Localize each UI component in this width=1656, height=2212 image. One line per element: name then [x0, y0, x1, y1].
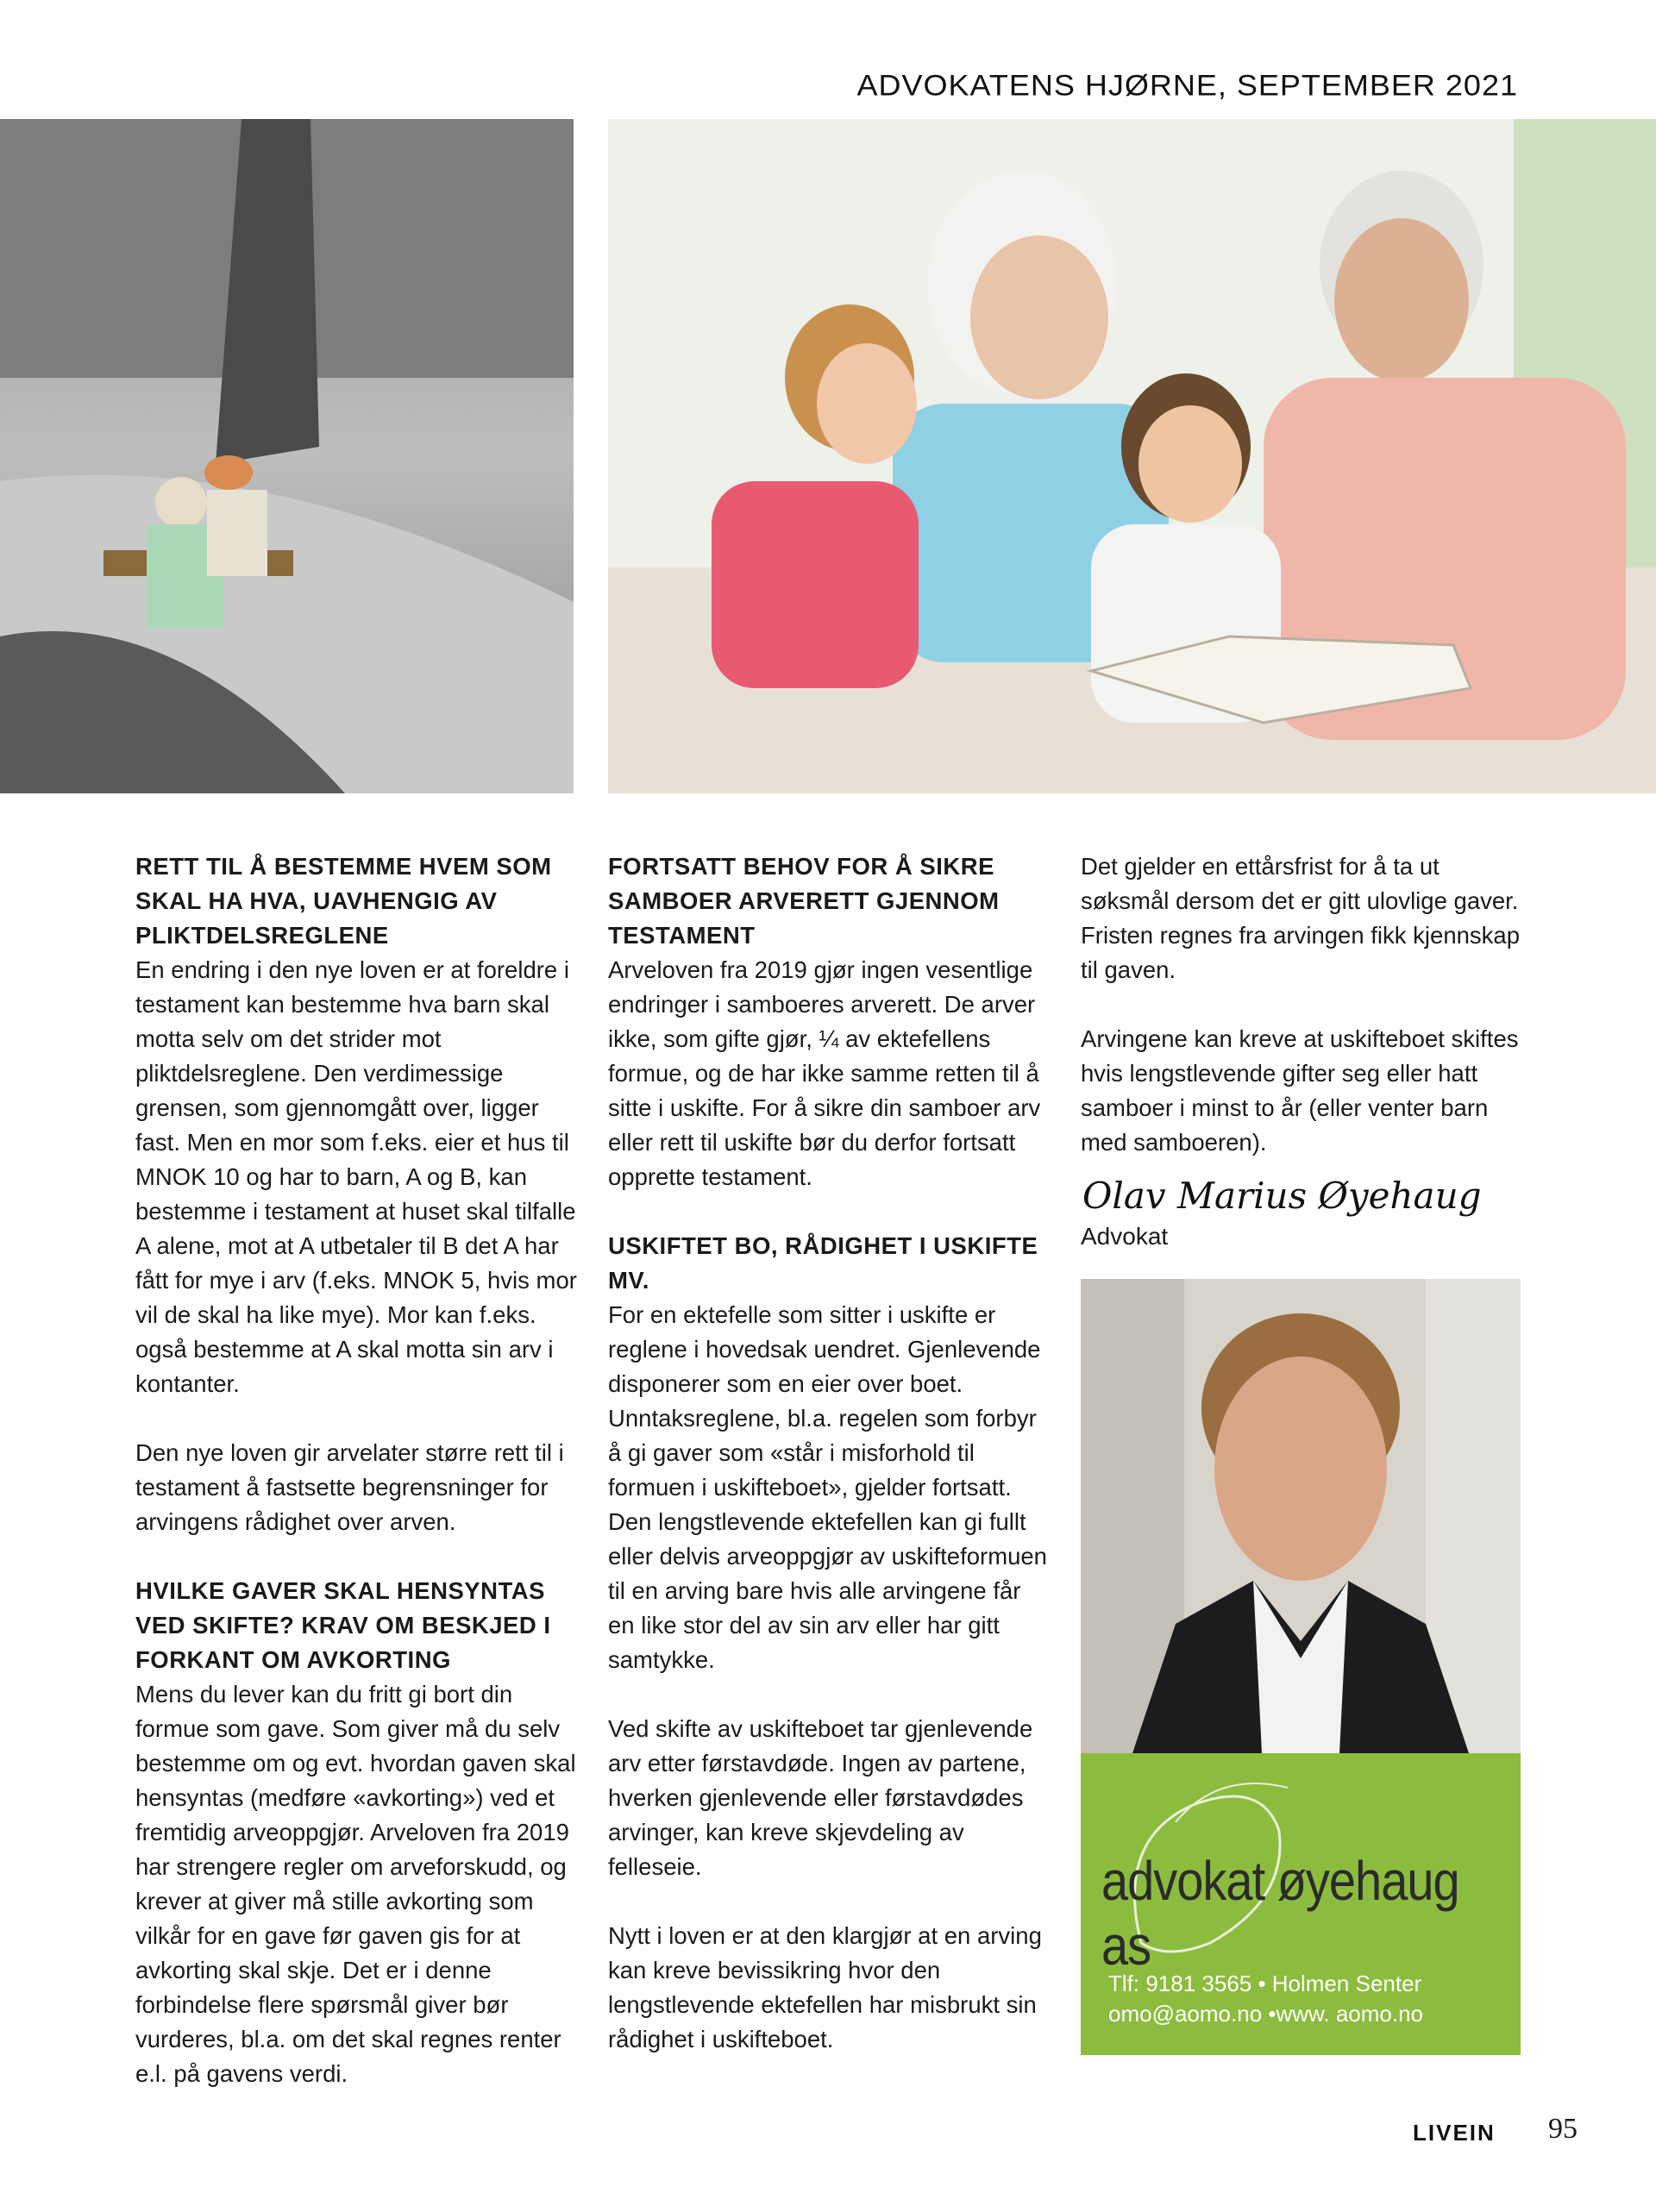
lawyer-portrait [1081, 1279, 1521, 1753]
paragraph: Nytt i loven er at den klargjør at en arving kan kreve bevissikring hvor den lengstlevende ektefellen har misbrukt sin rådighet i uskifteboet. [608, 1922, 1042, 2052]
article-column-1 [135, 849, 584, 2126]
page-number: 95 [1548, 2113, 1578, 2145]
paragraph: Det gjelder en ettårsfrist for å ta ut søksmål dersom det er gitt ulovlige gaver. Fristen regnes fra arvingen fikk kjennskap til gaven. [1081, 853, 1520, 983]
author-signature: Olav Marius Øyehaug [1082, 1175, 1482, 1217]
paragraph: En endring i den nye loven er at foreldre i testament kan bestemme hva barn skal motta selv om det strider mot pliktdelsreglene. Den verdimessige grensen, som gjennomgått over, ligger fast. Men en mor som f.eks. eier et hus til MNOK 10 og har to barn, A og B, kan bestemme i testament at huset skal tilfalle A alene, mot at A utbetaler til B det A har fått for mye i arv (f.eks. MNOK 5, hvis mor vil de skal ha like mye). Mor kan f.eks. også bestemme at A skal motta sin arv i kontanter. [135, 956, 577, 1397]
grandparents-reading-photo [608, 119, 1656, 793]
contact-email-web: omo@aomo.no •www. aomo.no [1108, 2001, 1424, 2027]
magazine-logo: LIVEIN [1413, 2120, 1496, 2146]
section-heading: HVILKE GAVER SKAL HENSYNTAS VED SKIFTE? KRAV OM BESKJED I FORKANT OM AVKORTING [135, 1577, 551, 1673]
section-heading: USKIFTET BO, RÅDIGHET I USKIFTE MV. [608, 1232, 1038, 1294]
article-column-2 [608, 849, 1048, 2091]
paragraph: For en ektefelle som sitter i uskifte er reglene i hovedsak uendret. Gjenlevende disponerer som en eier over boet. Unntaksreglene, bl.a. regelen som forbyr å gi gaver som «står i misforhold til formuen i uskifteboet», gjelder fortsatt. Den lengstlevende ektefellen kan gi fullt eller delvis arveoppgjør av uskifteformuen til en arving bare hvis alle arvingene får en like stor del av sin arv eller har gitt samtykke. [608, 1301, 1047, 1673]
paragraph: Den nye loven gir arvelater større rett til i testament å fastsette begrensninger for arvingens rådighet over arven. [135, 1439, 564, 1535]
paragraph: Arveloven fra 2019 gjør ingen vesentlige endringer i samboeres arverett. De arver ikke, som gifte gjør, ¼ av ektefellens formue, og de har ikke samme retten til å sitte i uskifte. For å sikre din samboer arv eller rett til uskifte bør du derfor fortsatt opprette testament. [608, 956, 1041, 1190]
section-heading: RETT TIL Å BESTEMME HVEM SOM SKAL HA HVA, UAVHENGIG AV PLIKTDELSREGLENE [135, 853, 552, 949]
paragraph: Mens du lever kan du fritt gi bort din formue som gave. Som giver må du selv bestemme om og evt. hvordan gaven skal hensyntas (medføre «avkorting») ved et fremtidig arveoppgjør. Arveloven fra 2019 har strengere regler om arveforskudd, og krever at giver må stille avkorting som vilkår for en gave før gaven gis for at avkorting skal skje. Det er i denne forbindelse flere spørsmål giver bør vurderes, bl.a. om det skal regnes renter e.l. på gavens verdi. [135, 1681, 576, 2087]
lawyer-portrait-illustration [1081, 1279, 1521, 1753]
elderly-couple-illustration [0, 119, 574, 793]
grandparents-illustration [608, 119, 1656, 793]
contact-phone-location: Tlf: 9181 3565 • Holmen Senter [1108, 1971, 1422, 1996]
elderly-couple-photo [0, 119, 574, 793]
company-ad [1081, 1753, 1521, 2055]
section-heading: FORTSATT BEHOV FOR Å SIKRE SAMBOER ARVERETT GJENNOM TESTAMENT [608, 853, 1000, 949]
paragraph: Arvingene kan kreve at uskifteboet skiftes hvis lengstlevende gifter seg eller hatt samboer i minst to år (eller venter barn med samboeren). [1081, 1025, 1519, 1156]
page-header-title: ADVOKATENS HJØRNE, SEPTEMBER 2021 [856, 68, 1518, 102]
paragraph: Ved skifte av uskifteboet tar gjenlevende arv etter førstavdøde. Ingen av partene, hverken gjenlevende eller førstavdødes arvinger, kan kreve skjevdeling av felleseie. [608, 1715, 1033, 1880]
company-name: advokat øyehaug as [1101, 1849, 1459, 1977]
article-column-3 [1081, 849, 1529, 1194]
author-title: Advokat [1081, 1223, 1169, 1250]
